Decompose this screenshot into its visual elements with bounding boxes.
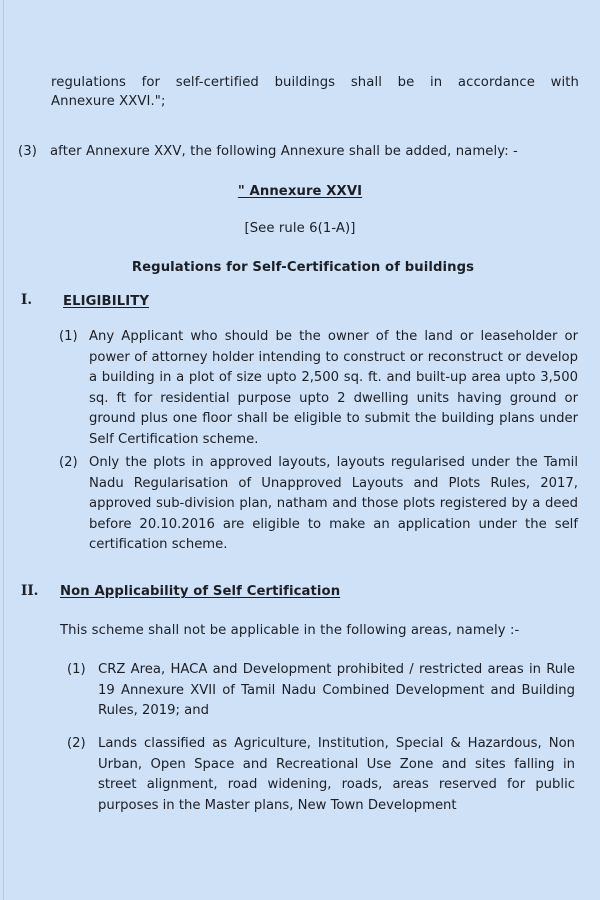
- section-2-item-1-number: (1): [67, 662, 86, 677]
- section-2-intro: This scheme shall not be applicable in the following areas, namely :-: [60, 623, 520, 638]
- page-margin-line: [3, 0, 4, 900]
- clause-3-number: (3): [18, 144, 37, 159]
- section-1-item-2-number: (2): [59, 455, 78, 470]
- section-1-item-2-text: Only the plots in approved layouts, layouts regularised under the Tamil Nadu Regularisation of Unapproved Layouts and Plots Rules, 2017, approved sub-division plan, natham and those plots registered by a deed before 20.10.2016 are eligible to make an application under the self certification scheme.: [89, 455, 578, 553]
- annexure-title: " Annexure XXVI: [237, 184, 363, 199]
- section-1-item-1-text: Any Applicant who should be the owner of the land or leaseholder or power of attorney holder intending to construct or reconstruct or develop a building in a plot of size upto 2,500 sq. ft. and built-up area upto 3,500 sq. ft for residential purpose upto 2 dwelling units having ground or ground plus one floor shall be eligible to submit the building plans under Self Certification scheme.: [89, 329, 578, 447]
- section-1-numeral: I.: [21, 292, 33, 308]
- section-1-heading: ELIGIBILITY: [63, 294, 149, 309]
- regulations-heading: Regulations for Self-Certification of buildings: [131, 260, 475, 275]
- section-2-heading: Non Applicability of Self Certification: [60, 584, 341, 599]
- see-rule-reference: [See rule 6(1-A)]: [244, 221, 356, 236]
- intro-line-1: regulations for self-certified buildings shall be in accordance with: [51, 75, 579, 90]
- clause-3-text: after Annexure XXV, the following Annexure shall be added, namely: -: [50, 144, 518, 159]
- intro-line-2: Annexure XXVI.";: [51, 94, 166, 109]
- section-2-numeral: II.: [21, 583, 39, 599]
- section-1-item-1-number: (1): [59, 329, 78, 344]
- section-2-item-2-number: (2): [67, 736, 86, 751]
- section-2-item-2-text: Lands classified as Agriculture, Institution, Special & Hazardous, Non Urban, Open Space and Recreational Use Zone and sites falling in street alignment, road widening, roads, areas reserved for public purposes in the Master plans, New Town Development: [98, 736, 575, 813]
- section-2-item-1-text: CRZ Area, HACA and Development prohibited / restricted areas in Rule 19 Annexure XVII of Tamil Nadu Combined Development and Building Rules, 2019; and: [98, 662, 575, 719]
